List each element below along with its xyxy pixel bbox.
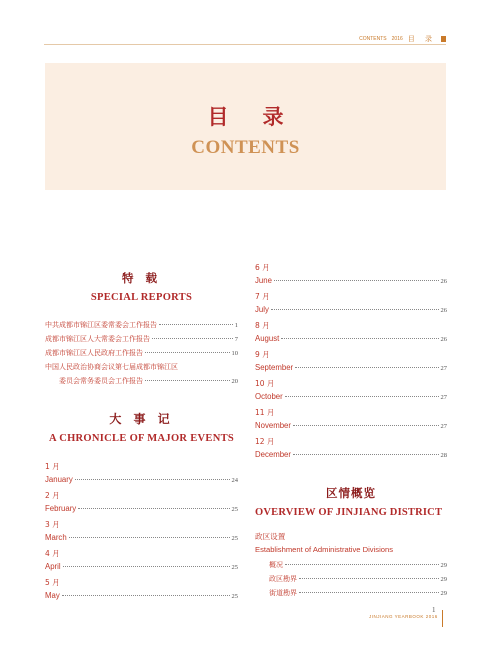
footer-yearbook	[369, 614, 438, 619]
chronicle-title-cn: 大 事 记	[109, 412, 174, 426]
toc-entry[interactable]: October 27	[255, 392, 447, 401]
overview-section	[255, 485, 447, 518]
overview-sub-cn: 政区设置	[255, 532, 286, 541]
contents-banner	[45, 63, 446, 190]
month-cn-label: 12 月	[255, 437, 275, 446]
header-contents-cn: 目 录	[407, 35, 436, 43]
month-cn-label: 9 月	[255, 350, 270, 359]
toc-entry[interactable]: February 25	[45, 504, 238, 513]
header-year: 2016	[391, 36, 403, 42]
month-cn-label: 3 月	[45, 520, 60, 529]
header-rule	[44, 44, 446, 45]
chronicle-section	[45, 410, 238, 444]
overview-title-en: OVERVIEW OF JINJIANG DISTRICT	[255, 507, 443, 518]
overview-list	[255, 531, 447, 602]
toc-entry[interactable]: 政区勘界 29	[269, 575, 447, 583]
overview-title-cn: 区情概览	[326, 486, 376, 500]
special-reports-section	[45, 270, 238, 303]
month-cn-label: 11 月	[255, 408, 275, 417]
month-cn-label: 10 月	[255, 379, 275, 388]
toc-entry[interactable]: January 24	[45, 475, 238, 484]
banner-title-cn: 目录	[207, 104, 318, 129]
footer-rule	[442, 610, 443, 627]
month-cn-label: 8 月	[255, 321, 270, 330]
month-cn-label: 7 月	[255, 292, 270, 301]
month-cn-label: 4 月	[45, 549, 60, 558]
header-square-mark	[441, 36, 446, 42]
toc-entry[interactable]: November 27	[255, 421, 447, 430]
page-number: 1	[432, 606, 436, 614]
chronicle-list-left	[45, 461, 238, 606]
toc-entry[interactable]: 中共成都市锦江区委常委会工作报告 1	[45, 321, 238, 329]
overview-sub-en: Establishment of Administrative Divisions	[255, 545, 394, 554]
toc-entry[interactable]: September 27	[255, 363, 447, 372]
chronicle-title-en: A CHRONICLE OF MAJOR EVENTS	[48, 433, 235, 444]
toc-entry[interactable]: 概况 29	[269, 561, 447, 569]
footer-yearbook-name: JINJIANG YEARBOOK	[369, 614, 424, 619]
toc-entry[interactable]: 委员会常务委员会工作报告 20	[59, 377, 238, 385]
month-cn-label: 5 月	[45, 578, 60, 587]
toc-entry[interactable]: July 26	[255, 305, 447, 314]
toc-entry[interactable]: March 25	[45, 533, 238, 542]
toc-entry[interactable]: August 26	[255, 334, 447, 343]
month-cn-label: 2 月	[45, 491, 60, 500]
toc-entry[interactable]: June 26	[255, 276, 447, 285]
chronicle-list-right	[255, 262, 447, 465]
toc-entry[interactable]: 街道勘界 29	[269, 589, 447, 597]
month-cn-label: 1 月	[45, 462, 60, 471]
toc-entry[interactable]: December 28	[255, 450, 447, 459]
special-title-cn: 特 载	[121, 271, 161, 285]
banner-title-en: CONTENTS	[191, 137, 300, 158]
month-cn-label: 6 月	[255, 263, 270, 272]
footer-year: 2016	[425, 614, 438, 619]
toc-entry[interactable]: May 25	[45, 591, 238, 600]
header-contents-en: CONTENTS	[359, 36, 387, 42]
special-reports-list	[45, 320, 238, 390]
running-header	[359, 34, 446, 44]
toc-entry[interactable]: 中国人民政治协商会议第七届成都市锦江区	[45, 363, 178, 371]
toc-entry[interactable]: April 25	[45, 562, 238, 571]
toc-entry[interactable]: 成都市锦江区人大常委会工作报告 7	[45, 335, 238, 343]
special-title-en: SPECIAL REPORTS	[90, 292, 193, 303]
toc-entry[interactable]: 成都市锦江区人民政府工作报告 10	[45, 349, 238, 357]
